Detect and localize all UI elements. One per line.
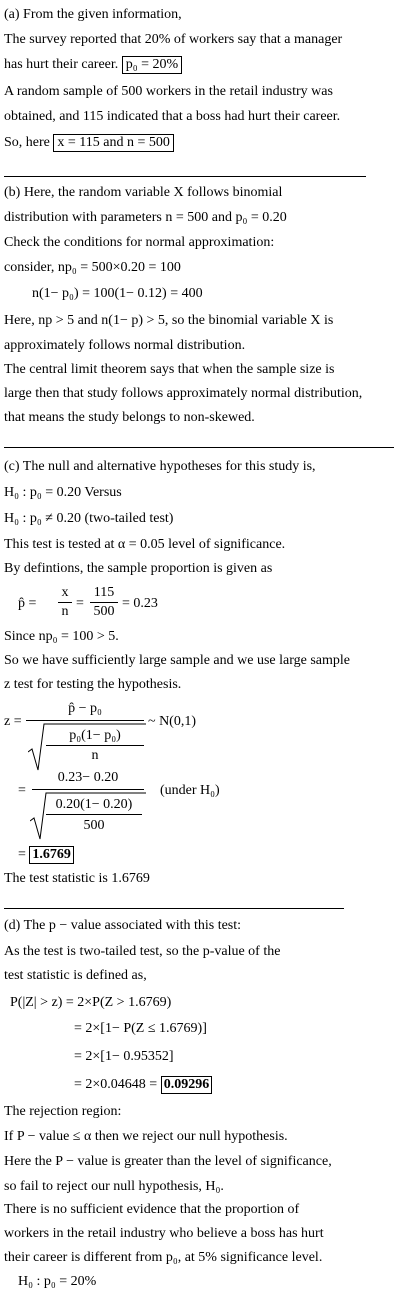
part-c-heading: (c) The null and alternative hypotheses for this study is, [4, 459, 316, 474]
part-b-line-6: approximately follows normal distribution. [4, 338, 246, 353]
z-radicand-den: n [91, 748, 99, 763]
divider-b [4, 447, 394, 448]
subst-fraction-bar [32, 789, 144, 790]
pvalue-eq-3: = 2×[1− 0.95352] [74, 1049, 174, 1064]
den-500: 500 [93, 604, 115, 619]
subst-radicand-den: 500 [83, 818, 105, 833]
divider-c [4, 908, 344, 909]
pvalue-eq-4-text: = 2×0.04648 = [74, 1077, 158, 1092]
part-d-line-2: test statistic is defined as, [4, 968, 147, 983]
subst-radicand: 0.20(1− 0.20) [55, 797, 133, 812]
part-c-line-2: By defintions, the sample proportion is given as [4, 561, 273, 576]
subst-numerator: 0.23− 0.20 [57, 770, 119, 785]
phat-value: = 0.23 [122, 596, 158, 611]
n-denominator: n [61, 604, 69, 619]
part-c-line-5: z test for testing the hypothesis. [4, 677, 182, 692]
x-numerator: x [61, 585, 69, 600]
part-a-line-5 [4, 134, 174, 152]
part-b-line-9: that means the study belongs to non-skewed. [4, 410, 255, 425]
x-over-n-bar [58, 602, 72, 603]
part-b-line-1: distribution with parameters n = 500 and p₀ = 0.20 [4, 210, 287, 225]
part-a-line-1: The survey reported that 20% of workers say that a manager [4, 32, 343, 47]
z-fraction-bar [26, 720, 144, 721]
part-c-line-3: Since np₀ = 100 > 5. [4, 629, 119, 644]
z-lhs: z = [4, 714, 22, 729]
alternative-hypothesis: H₀ : p₀ ≠ 0.20 (two-tailed test) [4, 511, 174, 526]
z-radicand-bar [46, 745, 144, 746]
result-equals: = [18, 847, 26, 862]
part-d-line-6: so fail to reject our null hypothesis, H₀. [4, 1179, 224, 1194]
final-hypothesis: H₀ : p₀ = 20% [18, 1274, 97, 1289]
pvalue-boxed: 0.09296 [161, 1076, 213, 1094]
part-d-line-1: As the test is two-tailed test, so the p-value of the [4, 944, 281, 959]
part-d-line-8: workers in the retail industry who believe a boss has hurt [4, 1226, 324, 1241]
part-c-line-4: So we have sufficiently large sample and we use large sample [4, 653, 351, 668]
test-statistic-boxed: 1.6769 [29, 846, 74, 864]
part-d-line-7: There is no sufficient evidence that the proportion of [4, 1202, 300, 1217]
pvalue-eq-4 [74, 1076, 212, 1094]
part-a-line-2-text: has hurt their career. [4, 57, 119, 72]
part-b-line-4: n(1− p₀) = 100(1− 0.12) = 400 [32, 286, 203, 301]
part-b-line-5: Here, np > 5 and n(1− p) > 5, so the binomial variable X is [4, 313, 334, 328]
part-d-line-4: If P − value ≤ α then we reject our null hypothesis. [4, 1129, 288, 1144]
phat-lhs: p̂ = [18, 596, 37, 611]
result-line [18, 846, 74, 864]
part-a-line-2 [4, 56, 182, 74]
subst-radicand-bar [46, 814, 142, 815]
part-b-line-3: consider, np₀ = 500×0.20 = 100 [4, 260, 181, 275]
part-a-heading: (a) From the given information, [4, 7, 182, 22]
z-distribution: ~ N(0,1) [148, 714, 197, 729]
p0-boxed-value: p₀ = 20% [122, 56, 182, 74]
part-d-line-5: Here the P − value is greater than the level of significance, [4, 1154, 332, 1169]
z-numerator: p̂ − p₀ [68, 701, 102, 716]
part-a-line-5-text: So, here [4, 135, 50, 150]
part-b-line-7: The central limit theorem says that when the sample size is [4, 362, 335, 377]
part-b-line-2: Check the conditions for normal approximation: [4, 235, 275, 250]
part-d-line-3: The rejection region: [4, 1104, 122, 1119]
part-d-line-9: their career is different from p₀, at 5% significance level. [4, 1250, 323, 1265]
fraction-bar-115 [90, 602, 118, 603]
part-a-line-3: A random sample of 500 workers in the retail industry was [4, 84, 333, 99]
part-b-line-8: large then that study follows approximately normal distribution, [4, 386, 363, 401]
pvalue-eq-1: P(|Z| > z) = 2×P(Z > 1.6769) [10, 995, 172, 1010]
num-115: 115 [93, 585, 115, 600]
under-h0: (under H₀) [160, 783, 220, 798]
divider-a [4, 176, 366, 177]
z-radicand: p₀(1− p₀) [69, 728, 121, 743]
part-a-line-4: obtained, and 115 indicated that a boss had hurt their career. [4, 109, 341, 124]
equals-sign: = [76, 596, 84, 611]
part-b-heading: (b) Here, the random variable X follows binomial [4, 185, 283, 200]
pvalue-eq-2: = 2×[1− P(Z ≤ 1.6769)] [74, 1021, 207, 1036]
part-d-heading: (d) The p − value associated with this test: [4, 918, 242, 933]
x-n-boxed-value: x = 115 and n = 500 [53, 134, 174, 152]
null-hypothesis: H₀ : p₀ = 0.20 Versus [4, 485, 122, 500]
subst-equals: = [18, 783, 26, 798]
part-c-line-1: This test is tested at α = 0.05 level of significance. [4, 537, 286, 552]
part-c-line-6: The test statistic is 1.6769 [4, 871, 150, 886]
